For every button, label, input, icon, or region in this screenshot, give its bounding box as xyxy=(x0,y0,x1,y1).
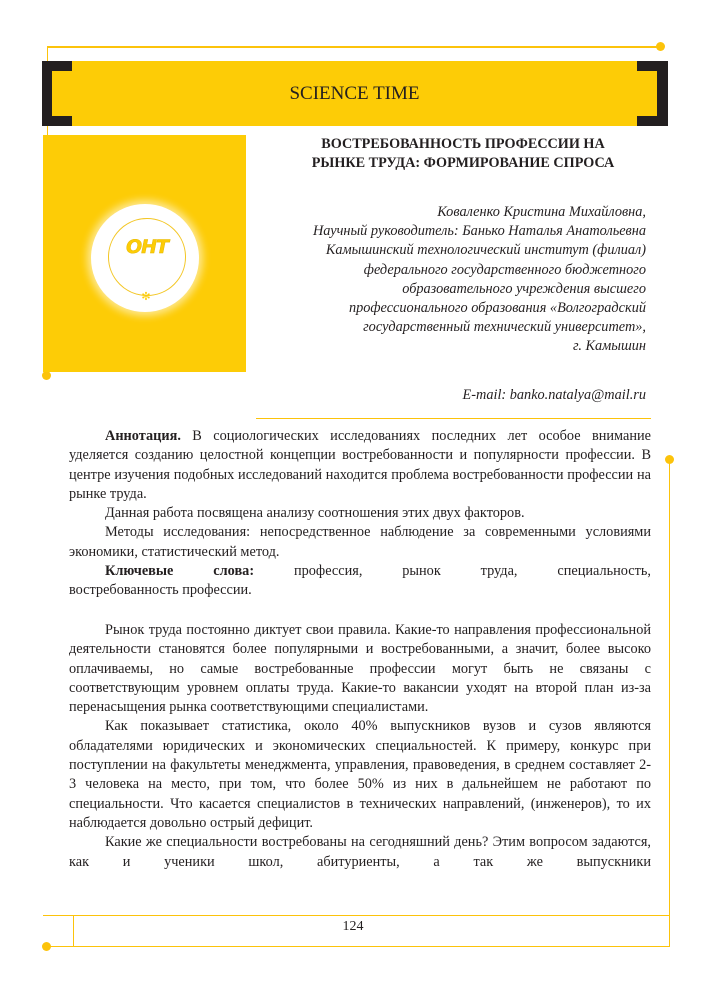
body-paragraph: Рынок труда постоянно диктует свои правила. Какие-то направления профессиональной деятельности становятся более популярными и востребованными, а значит, более высоко оплачиваемы, но самые востребованные профессии могут быть не связаны с соответствующим уровнем оплаты труда. Какие-то вакансии уходят на второй план из-за перенасыщения рынка соответствующими специалистами. xyxy=(69,622,651,716)
abstract-paragraph xyxy=(69,427,651,504)
abstract-text: В социологических исследованиях последних лет особое внимание уделяется созданию целостной концепции востребованности и популярности профессии. В центре изучения подобных исследований находится проблема востребованности профессии на рынке труда. xyxy=(69,428,651,502)
author-line: государственный технический университет», xyxy=(363,319,646,336)
author-block xyxy=(250,203,646,357)
body-paragraph: Какие же специальности востребованы на сегодняшний день? Этим вопросом задаются, как и ученики школ, абитуриенты, а так же выпускники xyxy=(69,834,651,870)
author-line: г. Камышин xyxy=(572,338,646,355)
footer-bottom-line xyxy=(47,946,670,947)
footer-top-line xyxy=(43,915,670,916)
abstract-paragraph-2: Данная работа посвящена анализу соотношения этих двух факторов. xyxy=(105,505,525,522)
article-body xyxy=(69,621,651,872)
title-line-1: ВОСТРЕБОВАННОСТЬ ПРОФЕССИИ НА xyxy=(321,136,605,152)
bracket-right-inner xyxy=(637,71,657,116)
frame-dot-bottom-left xyxy=(42,942,51,951)
keywords-label: Ключевые слова: xyxy=(105,563,255,580)
body-paragraph: Как показывает статистика, около 40% выпускников вузов и сузов являются обладателями юридических и экономических специальностей. К примеру, конкурс при поступлении на факультеты менеджмента, управления, правоведения, в среднем составляет 2-3 человека на место, при том, что более 50% из них в дальнейшем не работают по специальности. Что касается специалистов в технических направлений, (инженеров), то их наблюдается довольно острый дефицит. xyxy=(69,718,651,831)
page-number: 124 xyxy=(342,919,364,934)
author-email: E-mail: banko.natalya@mail.ru xyxy=(462,387,646,403)
asterisk-icon: ✻ xyxy=(141,290,151,303)
keywords-text: профессия, рынок труда, специальность, xyxy=(254,563,651,580)
abstract-section xyxy=(69,427,651,601)
journal-title: SCIENCE TIME xyxy=(289,82,420,104)
frame-dot-top-right xyxy=(656,42,665,51)
journal-logo-icon: ОНТ xyxy=(125,236,168,258)
abstract-label: Аннотация. xyxy=(105,428,181,444)
author-line: профессионального образования «Волгоградский xyxy=(348,300,646,317)
email-underline xyxy=(256,418,651,419)
title-line-2: РЫНКЕ ТРУДА: ФОРМИРОВАНИЕ СПРОСА xyxy=(311,155,615,171)
author-line: федерального государственного бюджетного xyxy=(363,261,646,278)
author-line: образовательного учреждения высшего xyxy=(402,280,646,297)
frame-top-line xyxy=(47,46,660,48)
author-line: Коваленко Кристина Михайловна, xyxy=(437,204,646,220)
bracket-left-inner xyxy=(52,71,72,116)
author-line: Камышинский технологический институт (филиал) xyxy=(325,242,646,259)
frame-right-line xyxy=(669,459,670,947)
author-line: Научный руководитель: Банько Наталья Анатольевна xyxy=(312,223,646,240)
keywords-continued: востребованность профессии. xyxy=(69,582,252,599)
abstract-methods: Методы исследования: непосредственное наблюдение за современными условиями экономики, статистический метод. xyxy=(69,524,651,560)
keywords-line xyxy=(69,562,651,581)
article-title xyxy=(258,135,668,173)
